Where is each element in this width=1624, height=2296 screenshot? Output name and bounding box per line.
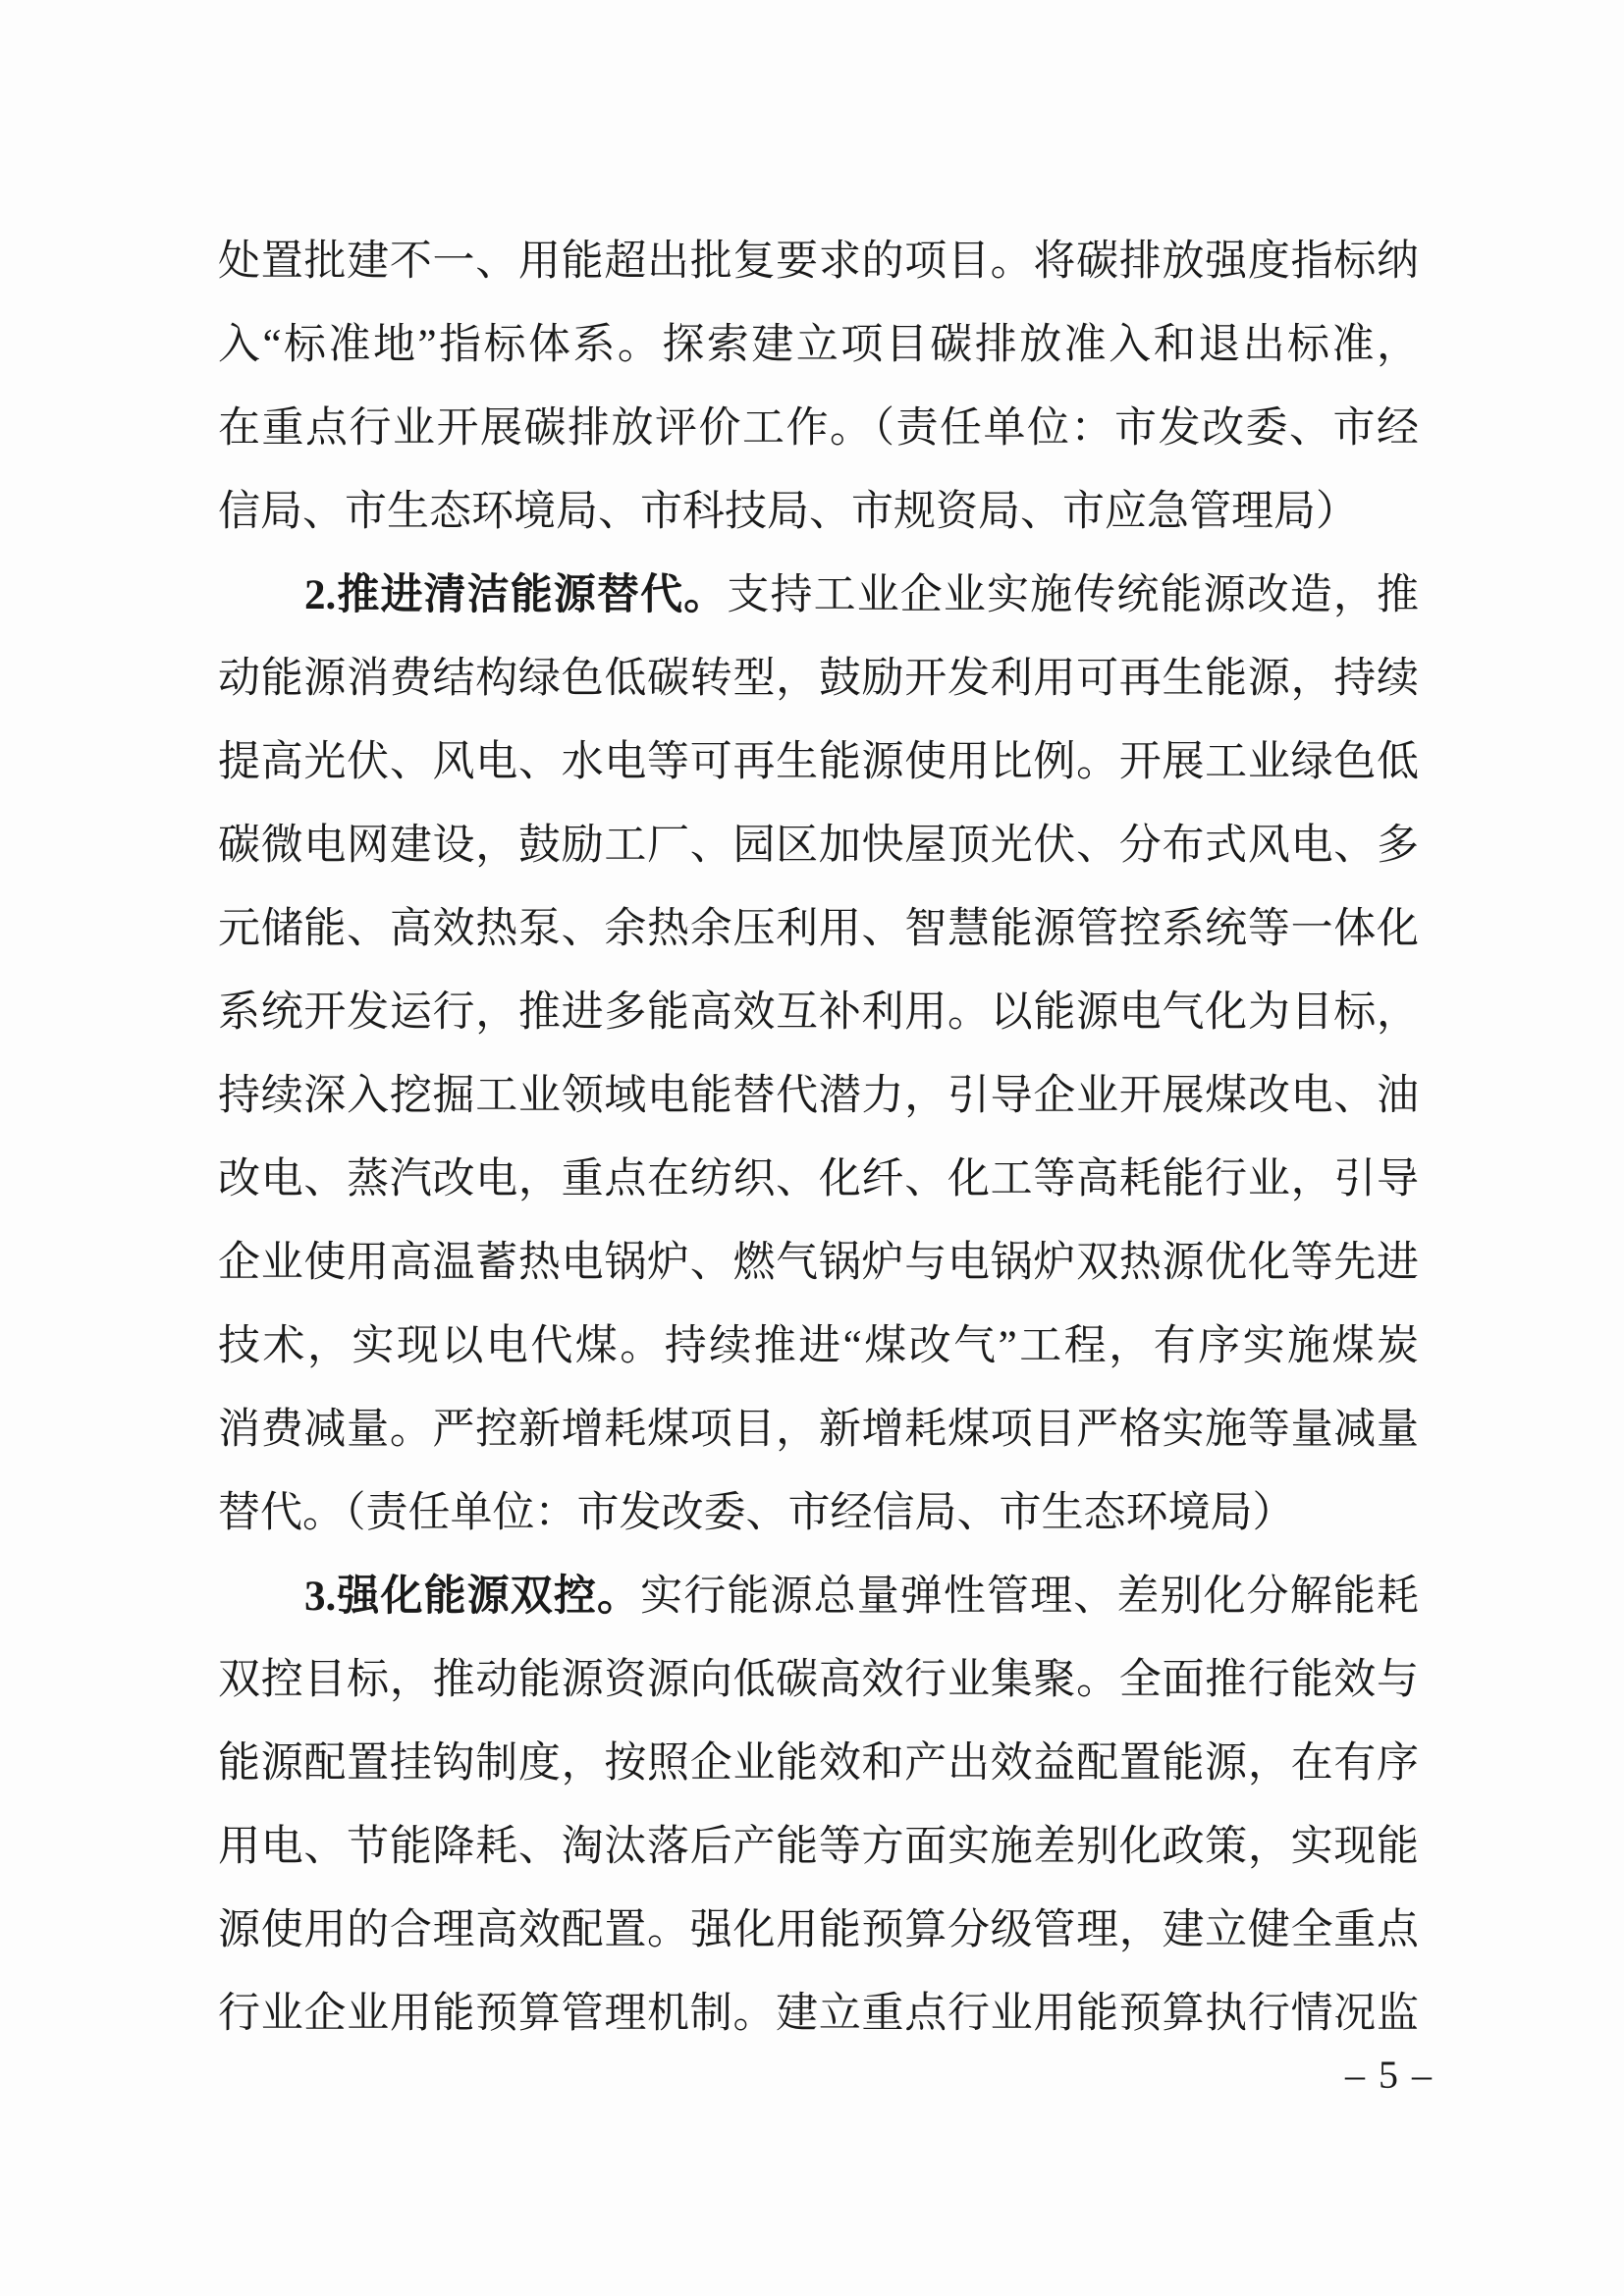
page-number: – 5 – bbox=[1345, 2053, 1434, 2097]
text-line-p2-9: 企业使用高温蓄热电锅炉、燃气锅炉与电锅炉双热源优化等先进 bbox=[218, 1240, 1419, 1286]
text-line-p1-3: 在重点行业开展碳排放评价工作。（责任单位：市发改委、市经 bbox=[218, 405, 1419, 452]
paragraph-bold-lead: 3.强化能源双控。 bbox=[304, 1574, 641, 1620]
text-line-p2-2: 动能源消费结构绿色低碳转型，鼓励开发利用可再生能源，持续 bbox=[218, 656, 1419, 702]
text-line-p2-8: 改电、蒸汽改电，重点在纺织、化纤、化工等高耗能行业，引导 bbox=[218, 1156, 1419, 1202]
text-line-p1-4: 信局、市生态环境局、市科技局、市规资局、市应急管理局） bbox=[218, 489, 1358, 535]
text-line-p2-11: 消费减量。严控新增耗煤项目，新增耗煤项目严格实施等量减量 bbox=[218, 1407, 1419, 1453]
text-line-p3-5: 源使用的合理高效配置。强化用能预算分级管理，建立健全重点 bbox=[218, 1907, 1419, 1953]
text-line-p3-6: 行业企业用能预算管理机制。建立重点行业用能预算执行情况监 bbox=[218, 1991, 1419, 2037]
text-line-p3-2: 双控目标，推动能源资源向低碳高效行业集聚。全面推行能效与 bbox=[218, 1657, 1419, 1703]
text-line-p2-5: 元储能、高效热泵、余热余压利用、智慧能源管控系统等一体化 bbox=[218, 906, 1419, 952]
text-line-p3-1: 3.强化能源双控。实行能源总量弹性管理、差别化分解能耗 bbox=[304, 1574, 1419, 1620]
text-line-p2-4: 碳微电网建设，鼓励工厂、园区加快屋顶光伏、分布式风电、多 bbox=[218, 823, 1419, 869]
text-line-p2-6: 系统开发运行，推进多能高效互补利用。以能源电气化为目标， bbox=[218, 989, 1419, 1036]
text-line-p2-7: 持续深入挖掘工业领域电能替代潜力，引导企业开展煤改电、油 bbox=[218, 1073, 1419, 1119]
document-body bbox=[218, 220, 1419, 2056]
text-line-p1-1: 处置批建不一、用能超出批复要求的项目。将碳排放强度指标纳 bbox=[218, 239, 1419, 285]
text-line-p2-12: 替代。（责任单位：市发改委、市经信局、市生态环境局） bbox=[218, 1490, 1295, 1536]
text-line-p2-3: 提高光伏、风电、水电等可再生能源使用比例。开展工业绿色低 bbox=[218, 739, 1419, 785]
text-line-p3-3: 能源配置挂钩制度，按照企业能效和产出效益配置能源，在有序 bbox=[218, 1740, 1419, 1787]
text-line-p3-4: 用电、节能降耗、淘汰落后产能等方面实施差别化政策，实现能 bbox=[218, 1824, 1419, 1870]
paragraph-bold-lead: 2.推进清洁能源替代。 bbox=[304, 572, 728, 618]
text-line-p2-10: 技术，实现以电代煤。持续推进“煤改气”工程，有序实施煤炭 bbox=[218, 1323, 1419, 1369]
text-line-p2-1: 2.推进清洁能源替代。支持工业企业实施传统能源改造，推 bbox=[304, 572, 1419, 618]
text-line-p1-2: 入“标准地”指标体系。探索建立项目碳排放准入和退出标准， bbox=[218, 322, 1419, 368]
